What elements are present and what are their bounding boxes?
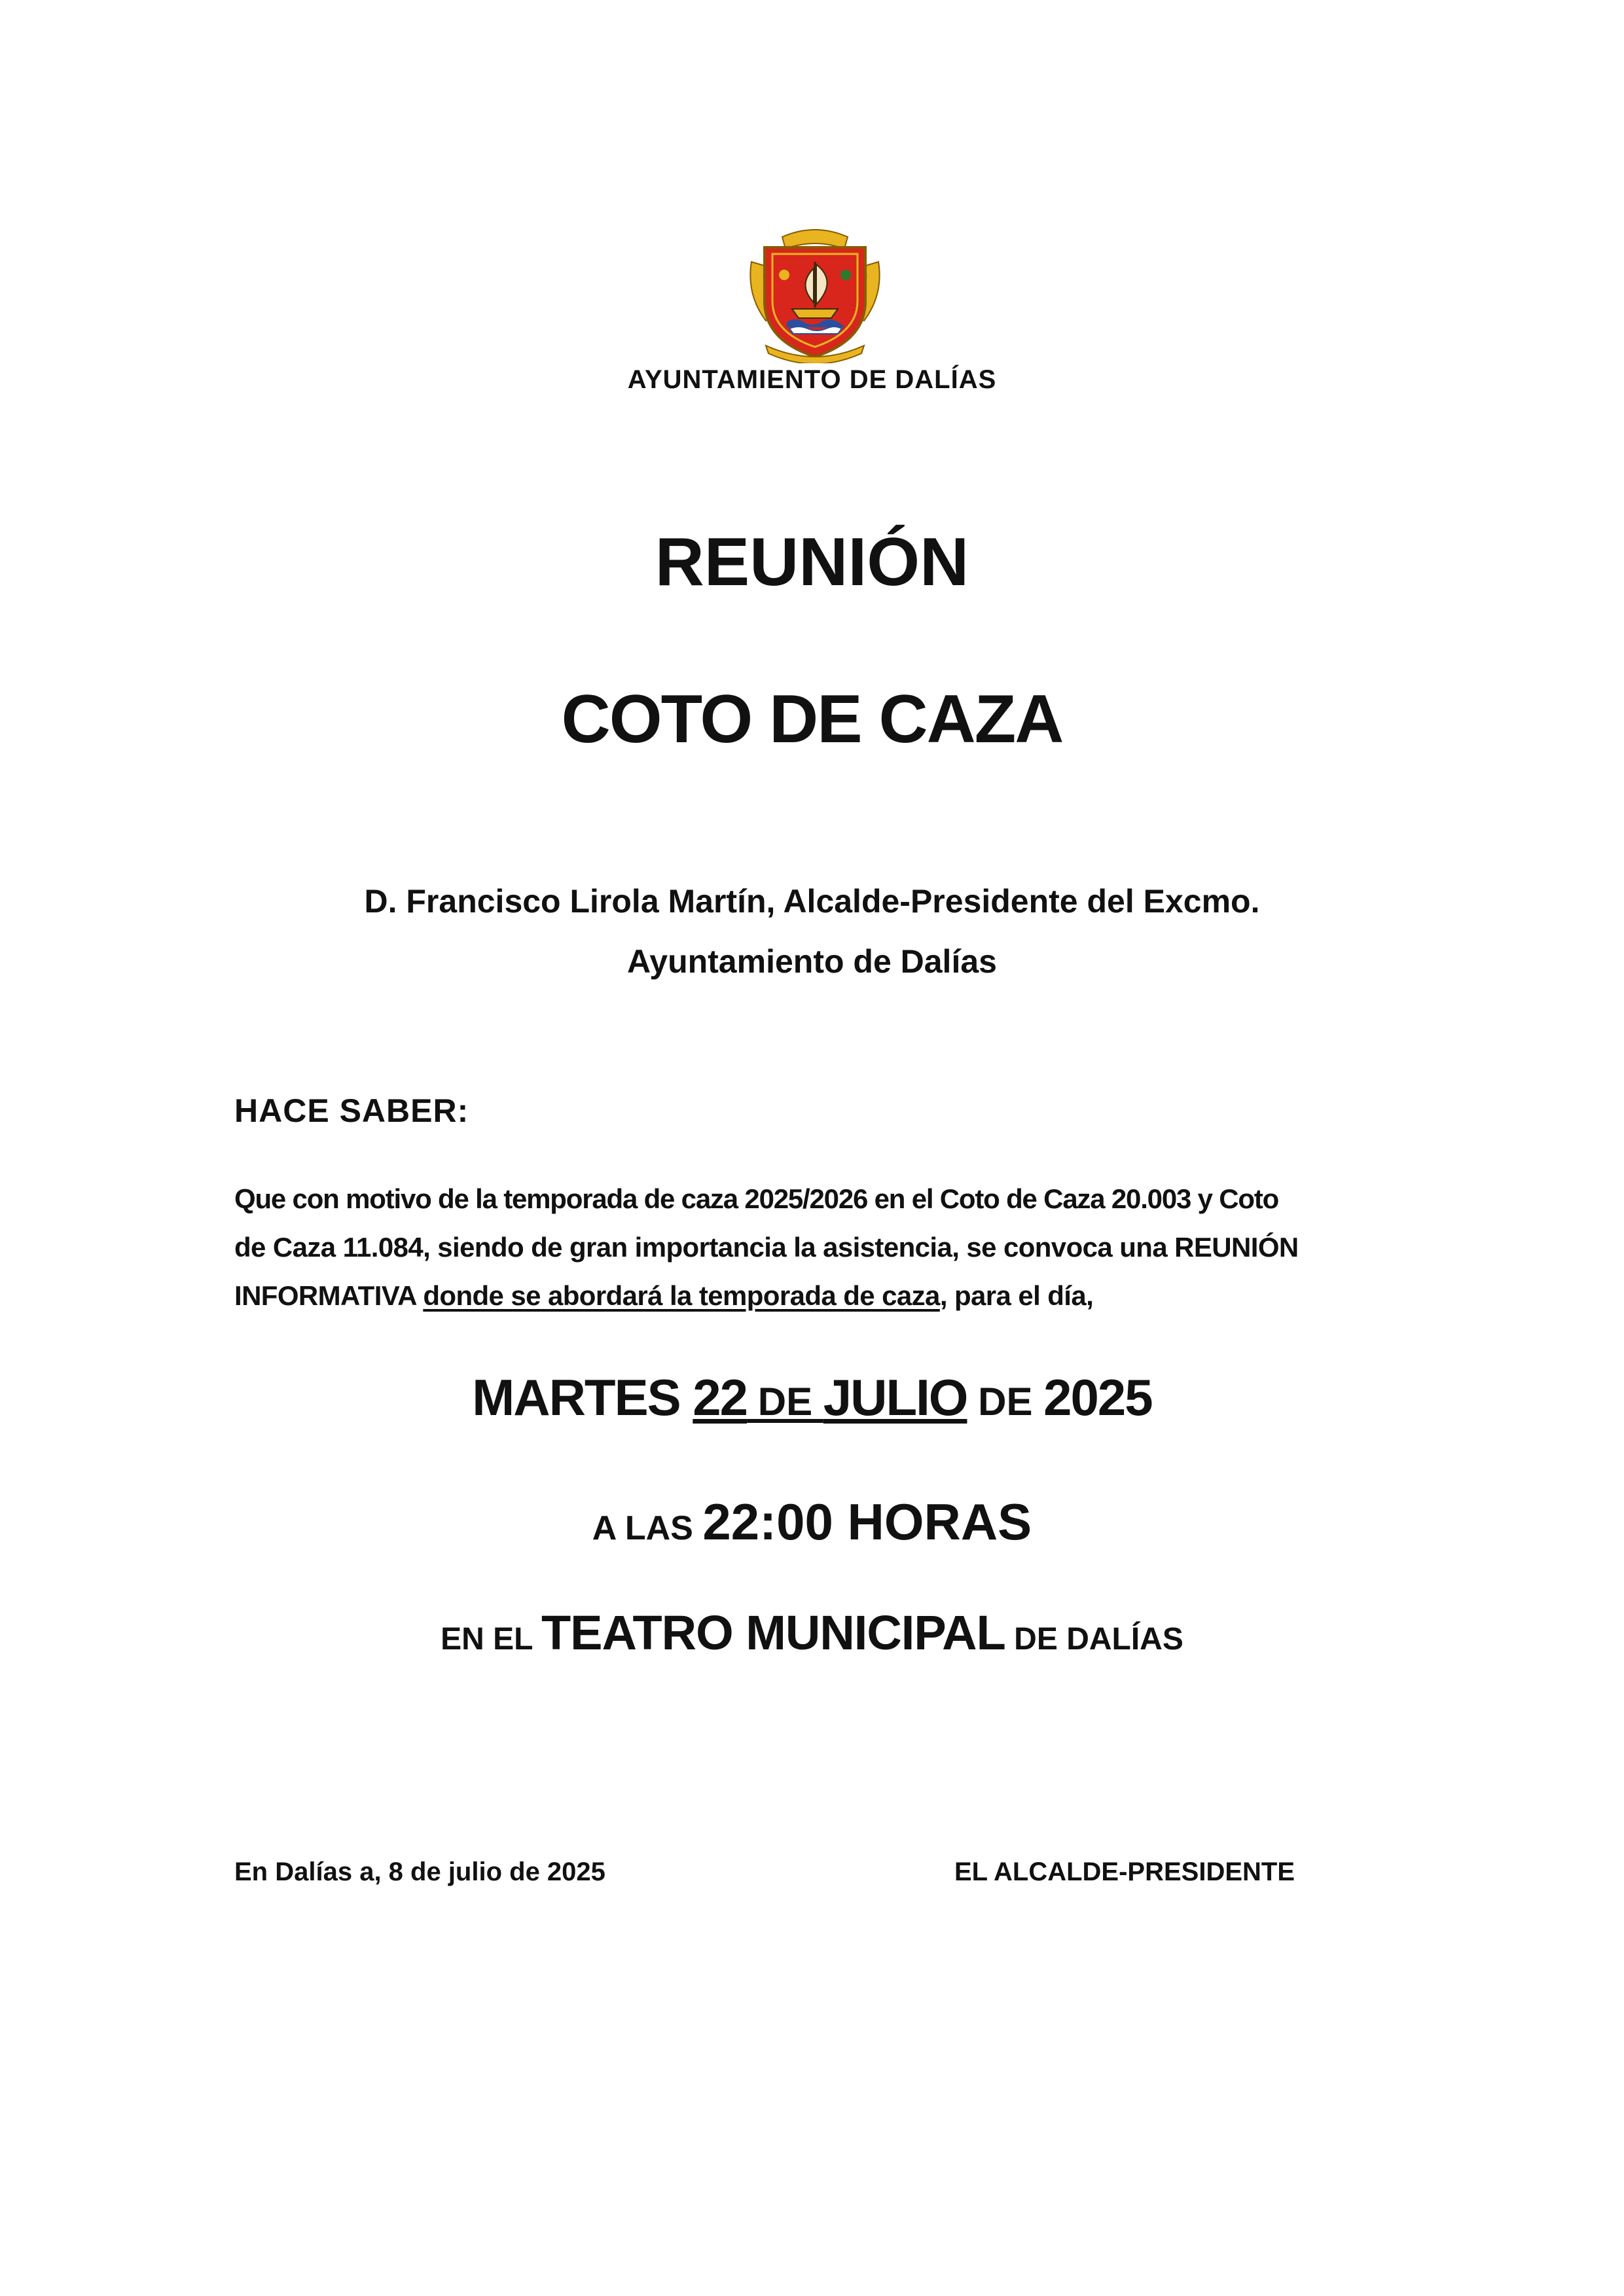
event-place-name: TEATRO MUNICIPAL xyxy=(541,1605,1005,1660)
footer-signature-title: EL ALCALDE-PRESIDENTE xyxy=(954,1857,1295,1886)
event-year: 2025 xyxy=(1043,1369,1152,1426)
notice-line-3-underlined: donde se abordará la temporada de caza xyxy=(423,1280,940,1311)
title-coto-de-caza: COTO DE CAZA xyxy=(561,681,1063,757)
notice-line-3-start: INFORMATIVA xyxy=(234,1280,424,1311)
notice-line-3 xyxy=(234,1272,1406,1320)
signer-line-2: Ayuntamiento de Dalías xyxy=(627,943,997,980)
footer-date-place: En Dalías a, 8 de julio de 2025 xyxy=(234,1857,605,1886)
event-de-2: DE xyxy=(967,1380,1044,1424)
municipal-crest-logo xyxy=(746,223,884,363)
event-place-prefix: EN EL xyxy=(441,1622,541,1657)
notice-line-2: de Caza 11.084, siendo de gran importancia la asistencia, se convoca una REUNIÓN xyxy=(234,1232,1299,1263)
organization-name: AYUNTAMIENTO DE DALÍAS xyxy=(627,365,997,394)
event-day: 22 xyxy=(693,1369,748,1426)
notice-line-1: Que con motivo de la temporada de caza 2025/2026 en el Coto de Caza 20.003 y Coto xyxy=(234,1183,1279,1214)
signer-line-1: D. Francisco Lirola Martín, Alcalde-Presidente del Excmo. xyxy=(364,883,1260,920)
notice-line-3-end: , para el día, xyxy=(939,1280,1094,1311)
event-time xyxy=(0,1492,1624,1552)
crest-icon xyxy=(746,223,884,363)
event-time-prefix: A LAS xyxy=(592,1509,703,1547)
event-date xyxy=(0,1368,1624,1427)
event-place-suffix: DE DALÍAS xyxy=(1005,1622,1183,1657)
event-weekday: MARTES xyxy=(472,1369,693,1426)
event-month: JULIO xyxy=(823,1369,967,1426)
event-time-value: 22:00 HORAS xyxy=(702,1493,1032,1551)
event-place xyxy=(0,1605,1624,1660)
event-de-1: DE xyxy=(747,1380,823,1424)
title-reunion: REUNIÓN xyxy=(655,524,969,600)
hace-saber-heading: HACE SABER: xyxy=(234,1092,469,1129)
